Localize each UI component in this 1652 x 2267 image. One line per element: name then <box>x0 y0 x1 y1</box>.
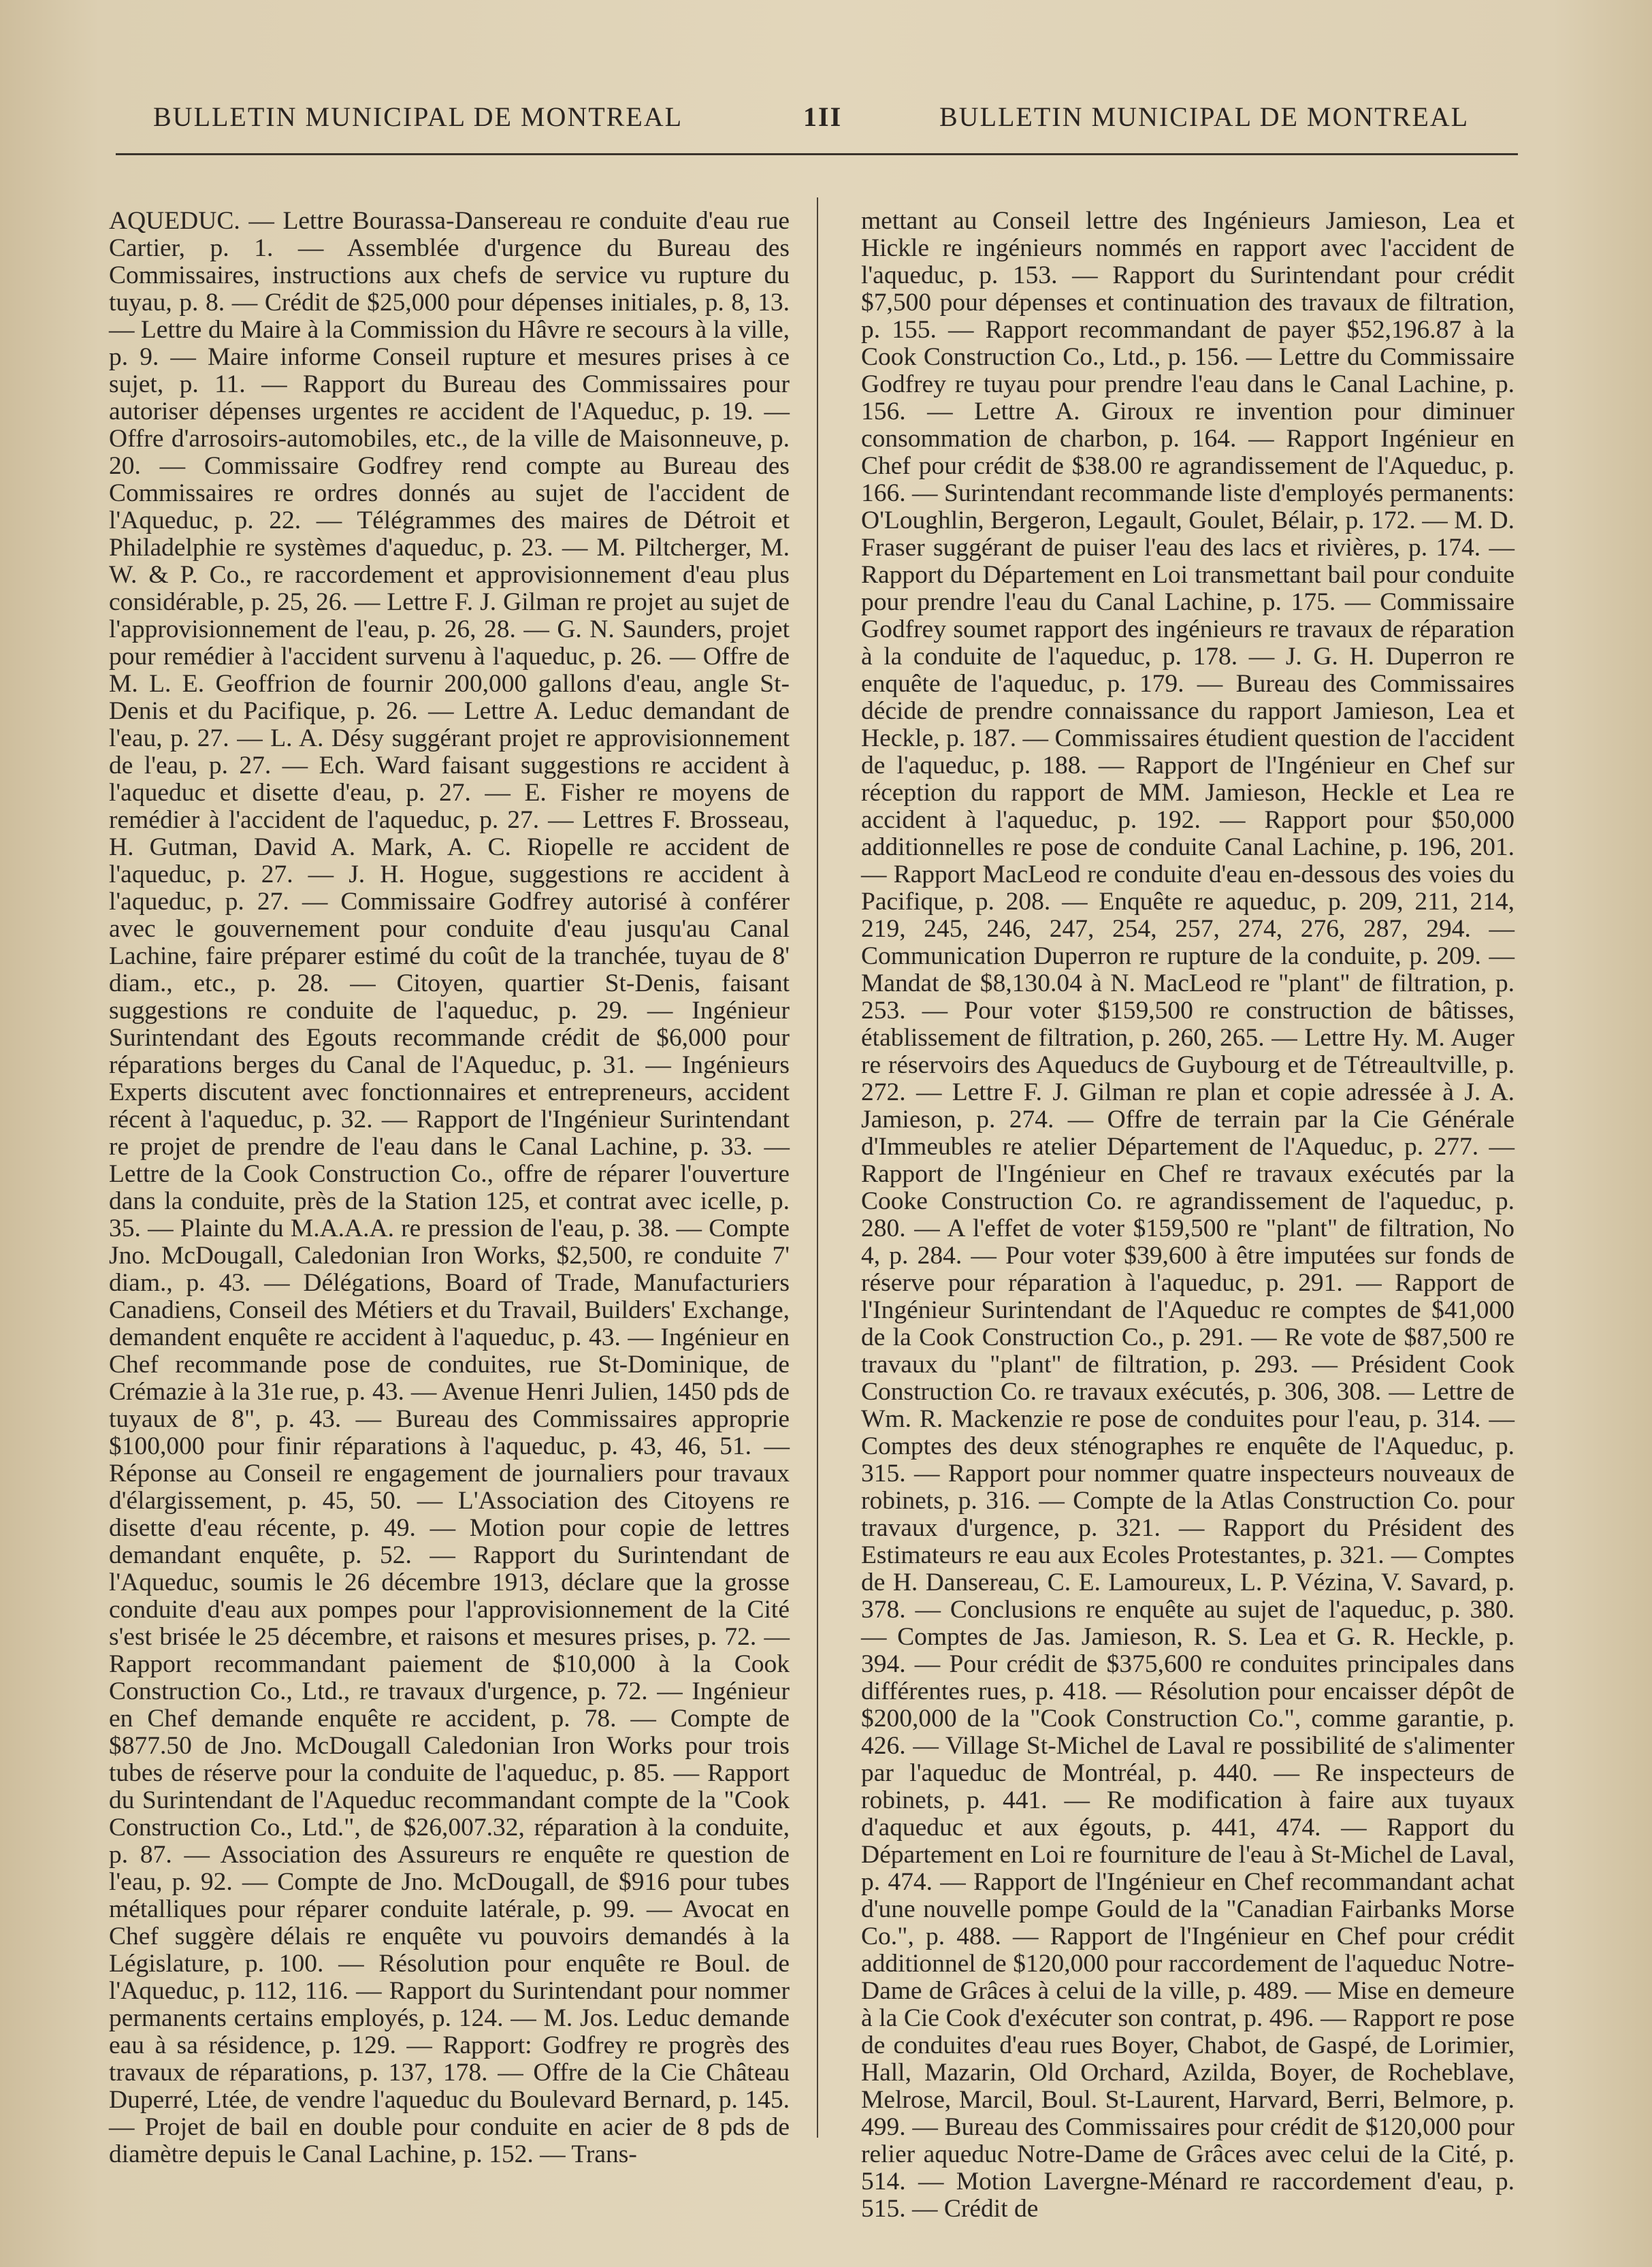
index-column-left: AQUEDUC. — Lettre Bourassa-Dansereau re conduite d'eau rue Cartier, p. 1. — Assemblée d'urgence du Bureau des Commissaires, instructions aux chefs de service vu rupture du tuyau, p. 8. — Crédit de $25,000 pour dépenses initiales, p. 8, 13. — Lettre du Maire à la Commission du Hâvre re secours à la ville, p. 9. — Maire informe Conseil rupture et mesures prises à ce sujet, p. 11. — Rapport du Bureau des Commissaires pour autoriser dépenses urgentes re accident de l'Aqueduc, p. 19. — Offre d'arrosoirs-automobiles, etc., de la ville de Maisonneuve, p. 20. — Commissaire Godfrey rend compte au Bureau des Commissaires re ordres donnés au sujet de l'accident de l'Aqueduc, p. 22. — Télégrammes des maires de Détroit et Philadelphie re systèmes d'aqueduc, p. 23. — M. Piltcherger, M. W. & P. Co., re raccordement et approvisionnement d'eau plus considérable, p. 25, 26. — Lettre F. J. Gilman re projet au sujet de l'approvisionnement de l'eau, p. 26, 28. — G. N. Saunders, projet pour remédier à l'accident survenu à l'aqueduc, p. 26. — Offre de M. L. E. Geoffrion de fournir 200,000 gallons d'eau, angle St-Denis et du Pacifique, p. 26. — Lettre A. Leduc demandant de l'eau, p. 27. — L. A. Désy suggérant projet re approvisionnement de l'eau, p. 27. — Ech. Ward faisant suggestions re accident à l'aqueduc et disette d'eau, p. 27. — E. Fisher re moyens de remédier à l'accident de l'aqueduc, p. 27. — Lettres F. Brosseau, H. Gutman, David A. Mark, A. C. Riopelle re accident de l'aqueduc, p. 27. — J. H. Hogue, suggestions re accident à l'aqueduc, p. 27. — Commissaire Godfrey autorisé à conférer avec le gouvernement pour conduite d'eau jusqu'au Canal Lachine, faire préparer estimé du coût de la tranchée, tuyau de 8' diam., etc., p. 28. — Citoyen, quartier St-Denis, faisant suggestions re conduite de l'aqueduc, p. 29. — Ingénieur Surintendant des Egouts recommande crédit de $6,000 pour réparations berges du Canal de l'Aqueduc, p. 31. — Ingénieurs Experts discutent avec fonctionnaires et entrepreneurs, accident récent à l'aqueduc, p. 32. — Rapport de l'Ingénieur Surintendant re projet de prendre de l'eau dans le Canal Lachine, p. 33. — Lettre de la Cook Construction Co., offre de réparer l'ouverture dans la conduite, près de la Station 125, et contrat avec icelle, p. 35. — Plainte du M.A.A.A. re pression de l'eau, p. 38. — Compte Jno. McDougall, Caledonian Iron Works, $2,500, re conduite 7' diam., p. 43. — Délégations, Board of Trade, Manufacturiers Canadiens, Conseil des Métiers et du Travail, Builders' Exchange, demandent enquête re accident à l'aqueduc, p. 43. — Ingénieur en Chef recommande pose de conduites, rue St-Dominique, de Crémazie à la 31e rue, p. 43. — Avenue Henri Julien, 1450 pds de tuyaux de 8", p. 43. — Bureau des Commissaires approprie $100,000 pour finir réparations à l'aqueduc, p. 43, 46, 51. — Réponse au Conseil re engagement de journaliers pour travaux d'élargissement, p. 45, 50. — L'Association des Citoyens re disette d'eau récente, p. 49. — Motion pour copie de lettres demandant enquête, p. 52. — Rapport du Surintendant de l'Aqueduc, soumis le 26 décembre 1913, déclare que la grosse conduite d'eau aux pompes pour l'approvisionnement de la Cité s'est brisée le 25 décembre, et raisons et mesures prises, p. 72. — Rapport recommandant paiement de $10,000 à la Cook Construction Co., Ltd., re travaux d'urgence, p. 72. — Ingénieur en Chef demande enquête re accident, p. 78. — Compte de $877.50 de Jno. McDougall Caledonian Iron Works pour trois tubes de réserve pour la conduite de l'aqueduc, p. 85. — Rapport du Surintendant de l'Aqueduc recommandant compte de la "Cook Construction Co., Ltd.", de $26,007.32, réparation à la conduite, p. 87. — Association des Assureurs re enquête re question de l'eau, p. 92. — Compte de Jno. McDougall, de $916 pour tubes métalliques pour réparer conduite latérale, p. 99. — Avocat en Chef suggère délais re enquête vu pouvoirs demandés à la Législature, p. 100. — Résolution pour enquête re Boul. de l'Aqueduc, p. 112, 116. — Rapport du Surintendant pour nommer permanents certains employés, p. 124. — M. Jos. Leduc demande eau à sa résidence, p. 129. — Rapport: Godfrey re progrès des travaux de réparations, p. 137, 178. — Offre de la Cie Château Duperré, Ltée, de vendre l'aqueduc du Boulevard Bernard, p. 145. — Projet de bail en double pour conduite en acier de 8 pds de diamètre depuis le Canal Lachine, p. 152. — Trans- <box>109 207 790 2168</box>
page-number: 1II <box>803 101 843 132</box>
column-divider <box>817 197 818 2138</box>
header-right-title: BULLETIN MUNICIPAL DE MONTREAL <box>939 101 1470 132</box>
running-header <box>153 101 1487 148</box>
header-left-title: BULLETIN MUNICIPAL DE MONTREAL <box>153 101 683 132</box>
header-rule <box>116 153 1518 155</box>
index-column-right: mettant au Conseil lettre des Ingénieurs Jamieson, Lea et Hickle re ingénieurs nommés en rapport avec l'accident de l'aqueduc, p. 153. — Rapport du Surintendant pour crédit $7,500 pour dépenses et continuation des travaux de filtration, p. 155. — Rapport recommandant de payer $52,196.87 à la Cook Construction Co., Ltd., p. 156. — Lettre du Commissaire Godfrey re tuyau pour prendre l'eau dans le Canal Lachine, p. 156. — Lettre A. Giroux re invention pour diminuer consommation de charbon, p. 164. — Rapport Ingénieur en Chef pour crédit de $38.00 re agrandissement de l'Aqueduc, p. 166. — Surintendant recommande liste d'employés permanents: O'Loughlin, Bergeron, Legault, Goulet, Bélair, p. 172. — M. D. Fraser suggérant de puiser l'eau des lacs et rivières, p. 174. — Rapport du Département en Loi transmettant bail pour conduite pour prendre l'eau du Canal Lachine, p. 175. — Commissaire Godfrey soumet rapport des ingénieurs re travaux de réparation à la conduite de l'aqueduc, p. 178. — J. G. H. Duperron re enquête de l'aqueduc, p. 179. — Bureau des Commissaires décide de prendre connaissance du rapport Jamieson, Lea et Heckle, p. 187. — Commissaires étudient question de l'accident de l'aqueduc, p. 188. — Rapport de l'Ingénieur en Chef sur réception du rapport de MM. Jamieson, Heckle et Lea re accident à l'aqueduc, p. 192. — Rapport pour $50,000 additionnelles re pose de conduite Canal Lachine, p. 196, 201. — Rapport MacLeod re conduite d'eau en-dessous des voies du Pacifique, p. 208. — Enquête re aqueduc, p. 209, 211, 214, 219, 245, 246, 247, 254, 257, 274, 276, 287, 294. — Communication Duperron re rupture de la conduite, p. 209. — Mandat de $8,130.04 à N. MacLeod re "plant" de filtration, p. 253. — Pour voter $159,500 re construction de bâtisses, établissement de filtration, p. 260, 265. — Lettre Hy. M. Auger re réservoirs des Aqueducs de Guybourg et de Tétreaultville, p. 272. — Lettre F. J. Gilman re plan et copie adressée à J. A. Jamieson, p. 274. — Offre de terrain par la Cie Générale d'Immeubles re atelier Département de l'Aqueduc, p. 277. — Rapport de l'Ingénieur en Chef re travaux exécutés par la Cooke Construction Co. re agrandissement de l'aqueduc, p. 280. — A l'effet de voter $159,500 re "plant" de filtration, No 4, p. 284. — Pour voter $39,600 à être imputées sur fonds de réserve pour réparation à l'aqueduc, p. 291. — Rapport de l'Ingénieur Surintendant de l'Aqueduc re comptes de $41,000 de la Cook Construction Co., p. 291. — Re vote de $87,500 re travaux du "plant" de filtration, p. 293. — Président Cook Construction Co. re travaux exécutés, p. 306, 308. — Lettre de Wm. R. Mackenzie re pose de conduites pour l'eau, p. 314. — Comptes des deux sténographes re enquête de l'Aqueduc, p. 315. — Rapport pour nommer quatre inspecteurs nouveaux de robinets, p. 316. — Compte de la Atlas Construction Co. pour travaux d'urgence, p. 321. — Rapport du Président des Estimateurs re eau aux Ecoles Protestantes, p. 321. — Comptes de H. Dansereau, C. E. Lamoureux, L. P. Vézina, V. Savard, p. 378. — Conclusions re enquête au sujet de l'aqueduc, p. 380. — Comptes de Jas. Jamieson, R. S. Lea et G. R. Heckle, p. 394. — Pour crédit de $375,600 re conduites principales dans différentes rues, p. 418. — Résolution pour encaisser dépôt de $200,000 de la "Cook Construction Co.", comme garantie, p. 426. — Village St-Michel de Laval re possibilité de s'alimenter par l'aqueduc de Montréal, p. 440. — Re inspecteurs de robinets, p. 441. — Re modification à faire aux tuyaux d'aqueduc et aux égouts, p. 441, 474. — Rapport du Département en Loi re fourniture de l'eau à St-Michel de Laval, p. 474. — Rapport de l'Ingénieur en Chef recommandant achat d'une nouvelle pompe Gould de la "Canadian Fairbanks Morse Co.", p. 488. — Rapport de l'Ingénieur en Chef pour crédit additionnel de $120,000 pour raccordement de l'aqueduc Notre-Dame de Grâces à celui de la ville, p. 489. — Mise en demeure à la Cie Cook d'exécuter son contrat, p. 496. — Rapport re pose de conduites d'eau rues Boyer, Chabot, de Gaspé, de Lorimier, Hall, Mazarin, Old Orchard, Azilda, Boyer, de Rocheblave, Melrose, Marcil, Boul. St-Laurent, Harvard, Berri, Belmore, p. 499. — Bureau des Commissaires pour crédit de $120,000 pour relier aqueduc Notre-Dame de Grâces avec celui de la Cité, p. 514. — Motion Lavergne-Ménard re raccordement d'eau, p. 515. — Crédit de <box>861 207 1515 2223</box>
